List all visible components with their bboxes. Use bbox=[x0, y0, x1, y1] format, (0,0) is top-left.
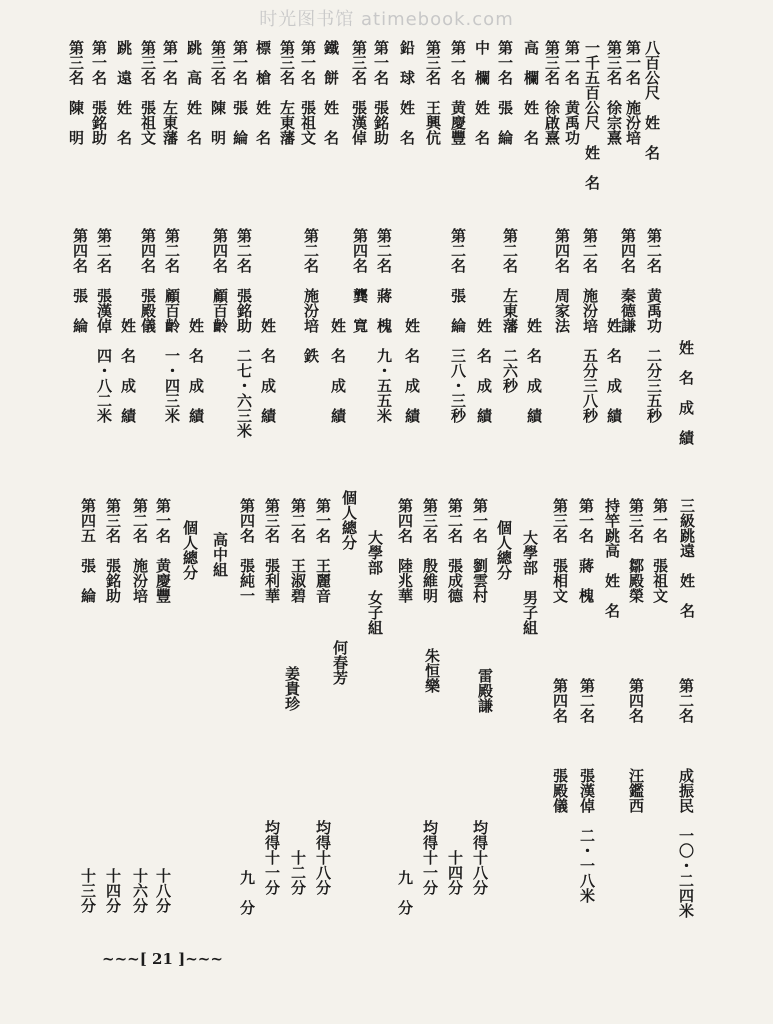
text-column: 第一名 施汾培 bbox=[624, 40, 642, 145]
text-column: 一千五百公尺 姓 名 bbox=[583, 40, 601, 190]
text-column: 第三名 張祖文 bbox=[139, 40, 157, 145]
text-column: 中 欄 姓 名 bbox=[473, 40, 491, 145]
text-column: 姓 名 成 績 bbox=[677, 340, 695, 445]
text-column: 第三名 張相文 bbox=[551, 498, 569, 603]
text-column: 十六分 bbox=[131, 868, 149, 913]
text-column: 第二名 施汾培 五分三八秒 bbox=[581, 228, 599, 423]
text-column: 跳 遠 姓 名 bbox=[115, 40, 133, 145]
text-column: 第一名 張銘助 bbox=[372, 40, 390, 145]
text-column: 均得十八分 bbox=[471, 820, 489, 895]
text-column: 第四名 顧百齡 bbox=[211, 228, 229, 333]
text-column: 姓 名 成 績 bbox=[475, 318, 493, 423]
text-column: 第三名 左東藩 bbox=[278, 40, 296, 145]
text-column: 第一名 黄慶豐 bbox=[449, 40, 467, 145]
text-column: 第二名 左東藩 二六秒 bbox=[501, 228, 519, 393]
text-column: 高中組 bbox=[211, 532, 229, 577]
text-column: 姜貴珍 bbox=[283, 666, 301, 711]
text-column: 姓 名 成 績 bbox=[605, 318, 623, 423]
text-column: 第二名 張成德 bbox=[446, 498, 464, 603]
text-column: 十三分 bbox=[79, 868, 97, 913]
text-column: 第一名 張祖文 bbox=[299, 40, 317, 145]
text-column: 第三名 陳 明 bbox=[209, 40, 227, 145]
text-column: 第三名 鄒殿榮 bbox=[627, 498, 645, 603]
text-column: 第一名 張 綸 bbox=[231, 40, 249, 145]
text-column: 第一名 王麗音 bbox=[314, 498, 332, 603]
text-column: 姓 名 成 績 bbox=[259, 318, 277, 423]
text-column: 十四分 bbox=[446, 850, 464, 895]
text-column: 姓 名 成 績 bbox=[119, 318, 137, 423]
text-column: 第二名 蔣 槐 九・五五米 bbox=[375, 228, 393, 423]
text-column: 八百公尺 姓 名 bbox=[643, 40, 661, 160]
text-column: 持竿跳高 姓 名 bbox=[603, 498, 621, 618]
text-column: 十八分 bbox=[154, 868, 172, 913]
text-column: 第一名 黄禹功 bbox=[563, 40, 581, 145]
text-column: 第四名 bbox=[627, 678, 645, 723]
text-column: 第一名 張 綸 bbox=[496, 40, 514, 145]
text-column: 第二名 王淑碧 bbox=[289, 498, 307, 603]
text-column: 第二名 張銘助 二七・六三米 bbox=[235, 228, 253, 438]
text-column: 跳 高 姓 名 bbox=[185, 40, 203, 145]
text-column: 第一名 張銘助 bbox=[90, 40, 108, 145]
text-column: 何春芳 bbox=[331, 640, 349, 685]
text-column: 第一名 張祖文 bbox=[651, 498, 669, 603]
text-column: 三級跳遠 姓 名 bbox=[678, 498, 696, 618]
text-column: 第三名 張銘助 bbox=[104, 498, 122, 603]
text-column: 第二名 黄禹功 二分三五秒 bbox=[645, 228, 663, 423]
text-column: 第三名 徐啟熹 bbox=[543, 40, 561, 145]
text-column: 大學部 男子組 bbox=[521, 530, 539, 635]
text-column: 姓 名 成 績 bbox=[329, 318, 347, 423]
text-column: 第四名 龔 寬 bbox=[351, 228, 369, 333]
text-column: 張殿儀 bbox=[551, 768, 569, 813]
text-column: 十二分 bbox=[289, 850, 307, 895]
text-column: 第三名 張漢倬 bbox=[350, 40, 368, 145]
text-column: 雷殿謙 bbox=[476, 668, 494, 713]
text-column: 均得十一分 bbox=[263, 820, 281, 895]
text-column: 姓 名 成 績 bbox=[403, 318, 421, 423]
text-column: 第二名 bbox=[677, 678, 695, 723]
text-column: 第三名 王興伉 bbox=[424, 40, 442, 145]
text-column: 第三名 陳 明 bbox=[67, 40, 85, 145]
text-column: 第三名 徐宗熹 bbox=[605, 40, 623, 145]
text-column: 個人總分 bbox=[340, 490, 358, 550]
text-column: 第四名 陸兆華 bbox=[396, 498, 414, 603]
text-column: 十四分 bbox=[104, 868, 122, 913]
text-column: 均得十八分 bbox=[314, 820, 332, 895]
text-column: 第四名 張 綸 bbox=[71, 228, 89, 333]
text-column: 第三名 殷維明 bbox=[421, 498, 439, 603]
text-column: 標 槍 姓 名 bbox=[254, 40, 272, 145]
text-column: 第四名 bbox=[551, 678, 569, 723]
text-column: 第四名 張純一 bbox=[238, 498, 256, 603]
text-column: 成振民 一〇・二四米 bbox=[677, 768, 695, 918]
text-column: 第四名 周家法 bbox=[553, 228, 571, 333]
watermark: 时光图书馆 atimebook.com bbox=[259, 9, 514, 30]
text-column: 第一名 黄慶豐 bbox=[154, 498, 172, 603]
text-column: 姓 名 成 績 bbox=[187, 318, 205, 423]
text-column: 個人總分 bbox=[495, 520, 513, 580]
text-column: 大學部 女子組 bbox=[366, 530, 384, 635]
text-column: 汪鑑西 bbox=[627, 768, 645, 813]
text-column: 高 欄 姓 名 bbox=[522, 40, 540, 145]
text-column: 第二名 張漢倬 四・八二米 bbox=[95, 228, 113, 423]
text-column: 第二名 施汾培 bbox=[131, 498, 149, 603]
text-column: 第二名 bbox=[578, 678, 596, 723]
text-column: 鐵 餅 姓 名 bbox=[322, 40, 340, 145]
text-column: 第一名 蔣 槐 bbox=[577, 498, 595, 603]
text-column: 第一名 左東藩 bbox=[161, 40, 179, 145]
text-column: 九 分 bbox=[396, 870, 414, 915]
text-column: 均得十一分 bbox=[421, 820, 439, 895]
text-column: 第二名 施汾培 鉄 bbox=[302, 228, 320, 363]
text-column: 九 分 bbox=[238, 870, 256, 915]
text-column: 第四名 秦德謙 bbox=[619, 228, 637, 333]
text-column: 個人總分 bbox=[181, 520, 199, 580]
text-column: 第三名 張利華 bbox=[263, 498, 281, 603]
text-column: 鉛 球 姓 名 bbox=[398, 40, 416, 145]
text-column: 第二名 張 綸 三八・三秒 bbox=[449, 228, 467, 423]
text-column: 朱恒樂 bbox=[423, 648, 441, 693]
text-column: 姓 名 成 績 bbox=[525, 318, 543, 423]
text-column: 第四五 張 綸 bbox=[79, 498, 97, 603]
text-column: 張漢倬 二・一八米 bbox=[578, 768, 596, 903]
text-column: 第一名 劉雲村 bbox=[471, 498, 489, 603]
text-column: 第四名 張殿儀 bbox=[139, 228, 157, 333]
text-column: 第二名 顧百齡 一・四三米 bbox=[163, 228, 181, 423]
page-number: ~~~[ 21 ]~~~ bbox=[102, 950, 223, 968]
